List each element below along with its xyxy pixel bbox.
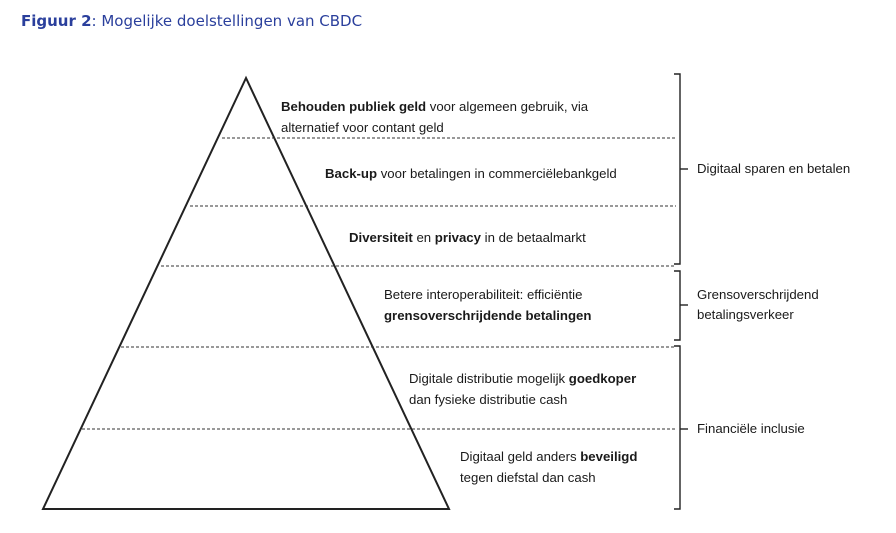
level-line: tegen diefstal dan cash	[460, 470, 596, 485]
level-line: Diversiteit en privacy in de betaalmarkt	[349, 230, 586, 245]
level-line: Digitaal geld anders beveiligd	[460, 449, 638, 464]
group-bracket	[674, 271, 680, 340]
level-line: dan fysieke distributie cash	[409, 392, 568, 407]
group-label-financial-inclusion: Financiële inclusie	[697, 421, 805, 436]
figure-label: Figuur 2	[21, 12, 92, 30]
pyramid-level-4	[384, 284, 591, 326]
pyramid-level-1	[281, 96, 588, 138]
pyramid-level-6	[460, 446, 637, 488]
pyramid-level-2	[325, 163, 617, 184]
group-label-digital-saving: Digitaal sparen en betalen	[697, 161, 851, 176]
level-line: grensoverschrijdende betalingen	[384, 308, 592, 323]
level-line: Back-up voor betalingen in commerciëlebankgeld	[325, 166, 617, 181]
pyramid-level-3	[349, 227, 586, 248]
group-bracket	[674, 74, 680, 264]
level-line: alternatief voor contant geld	[281, 120, 444, 135]
group-label-cross-border: Grensoverschrijdend betalingsverkeer	[697, 287, 819, 322]
level-line: Behouden publiek geld voor algemeen gebruik, via	[281, 99, 589, 114]
figure-caption: : Mogelijke doelstellingen van CBDC	[91, 12, 363, 30]
level-line: Betere interoperabiliteit: efficiëntie	[384, 287, 583, 302]
group-bracket	[674, 346, 680, 509]
pyramid-level-5	[409, 368, 636, 410]
level-line: Digitale distributie mogelijk goedkoper	[409, 371, 637, 386]
